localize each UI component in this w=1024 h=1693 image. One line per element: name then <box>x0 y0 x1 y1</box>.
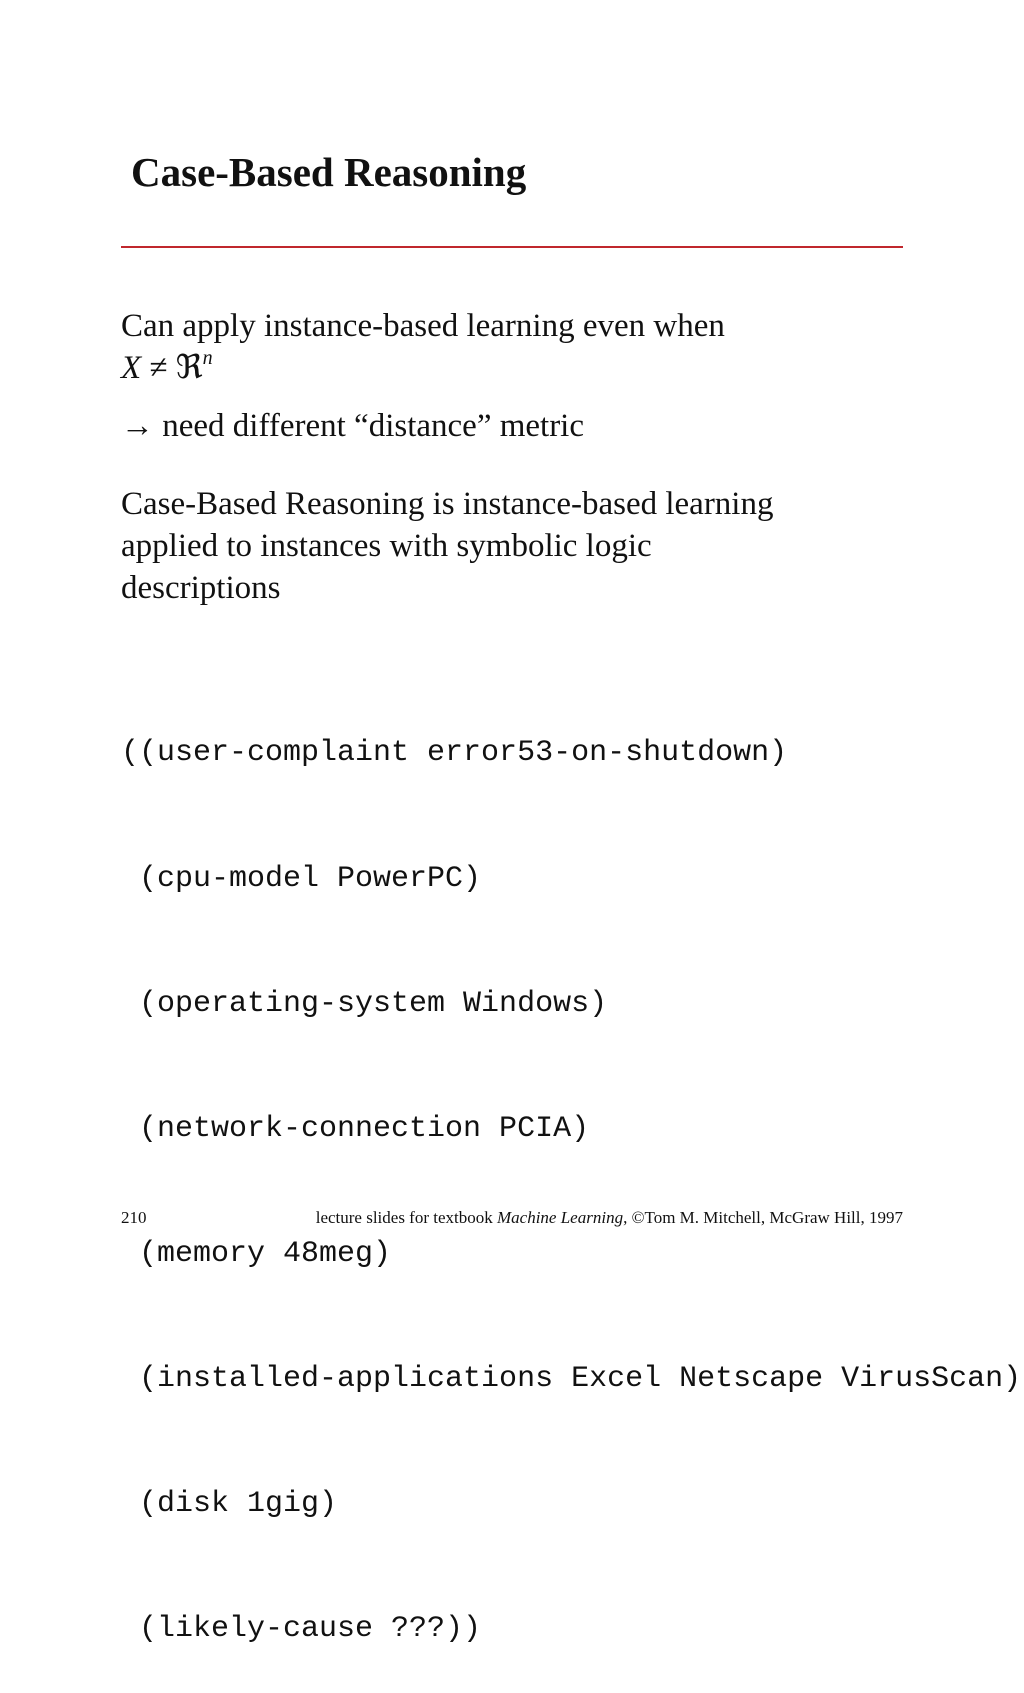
math-real-set: ℜ <box>175 350 203 386</box>
code-line: ((user-complaint error53-on-shutdown) <box>121 736 788 771</box>
code-line: (memory 48meg) <box>121 1236 392 1271</box>
code-line: (disk 1gig) <box>121 1487 338 1522</box>
footer-suffix: , ©Tom M. Mitchell, McGraw Hill, 1997 <box>623 1208 903 1227</box>
page-number: 210 <box>121 1208 147 1227</box>
paragraph-distance-metric: → need different “distance” metric <box>121 408 584 444</box>
footer-credit <box>316 1206 903 1230</box>
title-divider <box>121 246 903 248</box>
math-exponent: n <box>202 347 213 369</box>
footer-prefix: lecture slides for textbook <box>315 1208 497 1227</box>
math-operator: ≠ <box>141 350 176 386</box>
slide-title: Case-Based Reasoning <box>131 149 527 195</box>
paragraph-instance-based <box>121 305 725 389</box>
paragraph-line: Case-Based Reasoning is instance-based learning <box>121 486 774 522</box>
code-line: (operating-system Windows) <box>121 986 608 1021</box>
paragraph-line: Can apply instance-based learning even when <box>121 308 725 344</box>
code-line: (likely-cause ???)) <box>121 1612 482 1647</box>
paragraph-line: applied to instances with symbolic logic <box>121 528 652 564</box>
code-line: (network-connection PCIA) <box>121 1111 590 1146</box>
case-code-block <box>121 650 1021 1693</box>
footer-book-title: Machine Learning <box>497 1208 624 1227</box>
paragraph-cbr-definition <box>121 483 773 609</box>
math-expression <box>121 347 213 386</box>
paragraph-line: descriptions <box>121 570 281 606</box>
math-variable: X <box>121 350 142 386</box>
code-line: (cpu-model PowerPC) <box>121 861 482 896</box>
code-line: (installed-applications Excel Netscape VirusScan) <box>121 1361 1022 1396</box>
slide-footer <box>121 1206 903 1230</box>
